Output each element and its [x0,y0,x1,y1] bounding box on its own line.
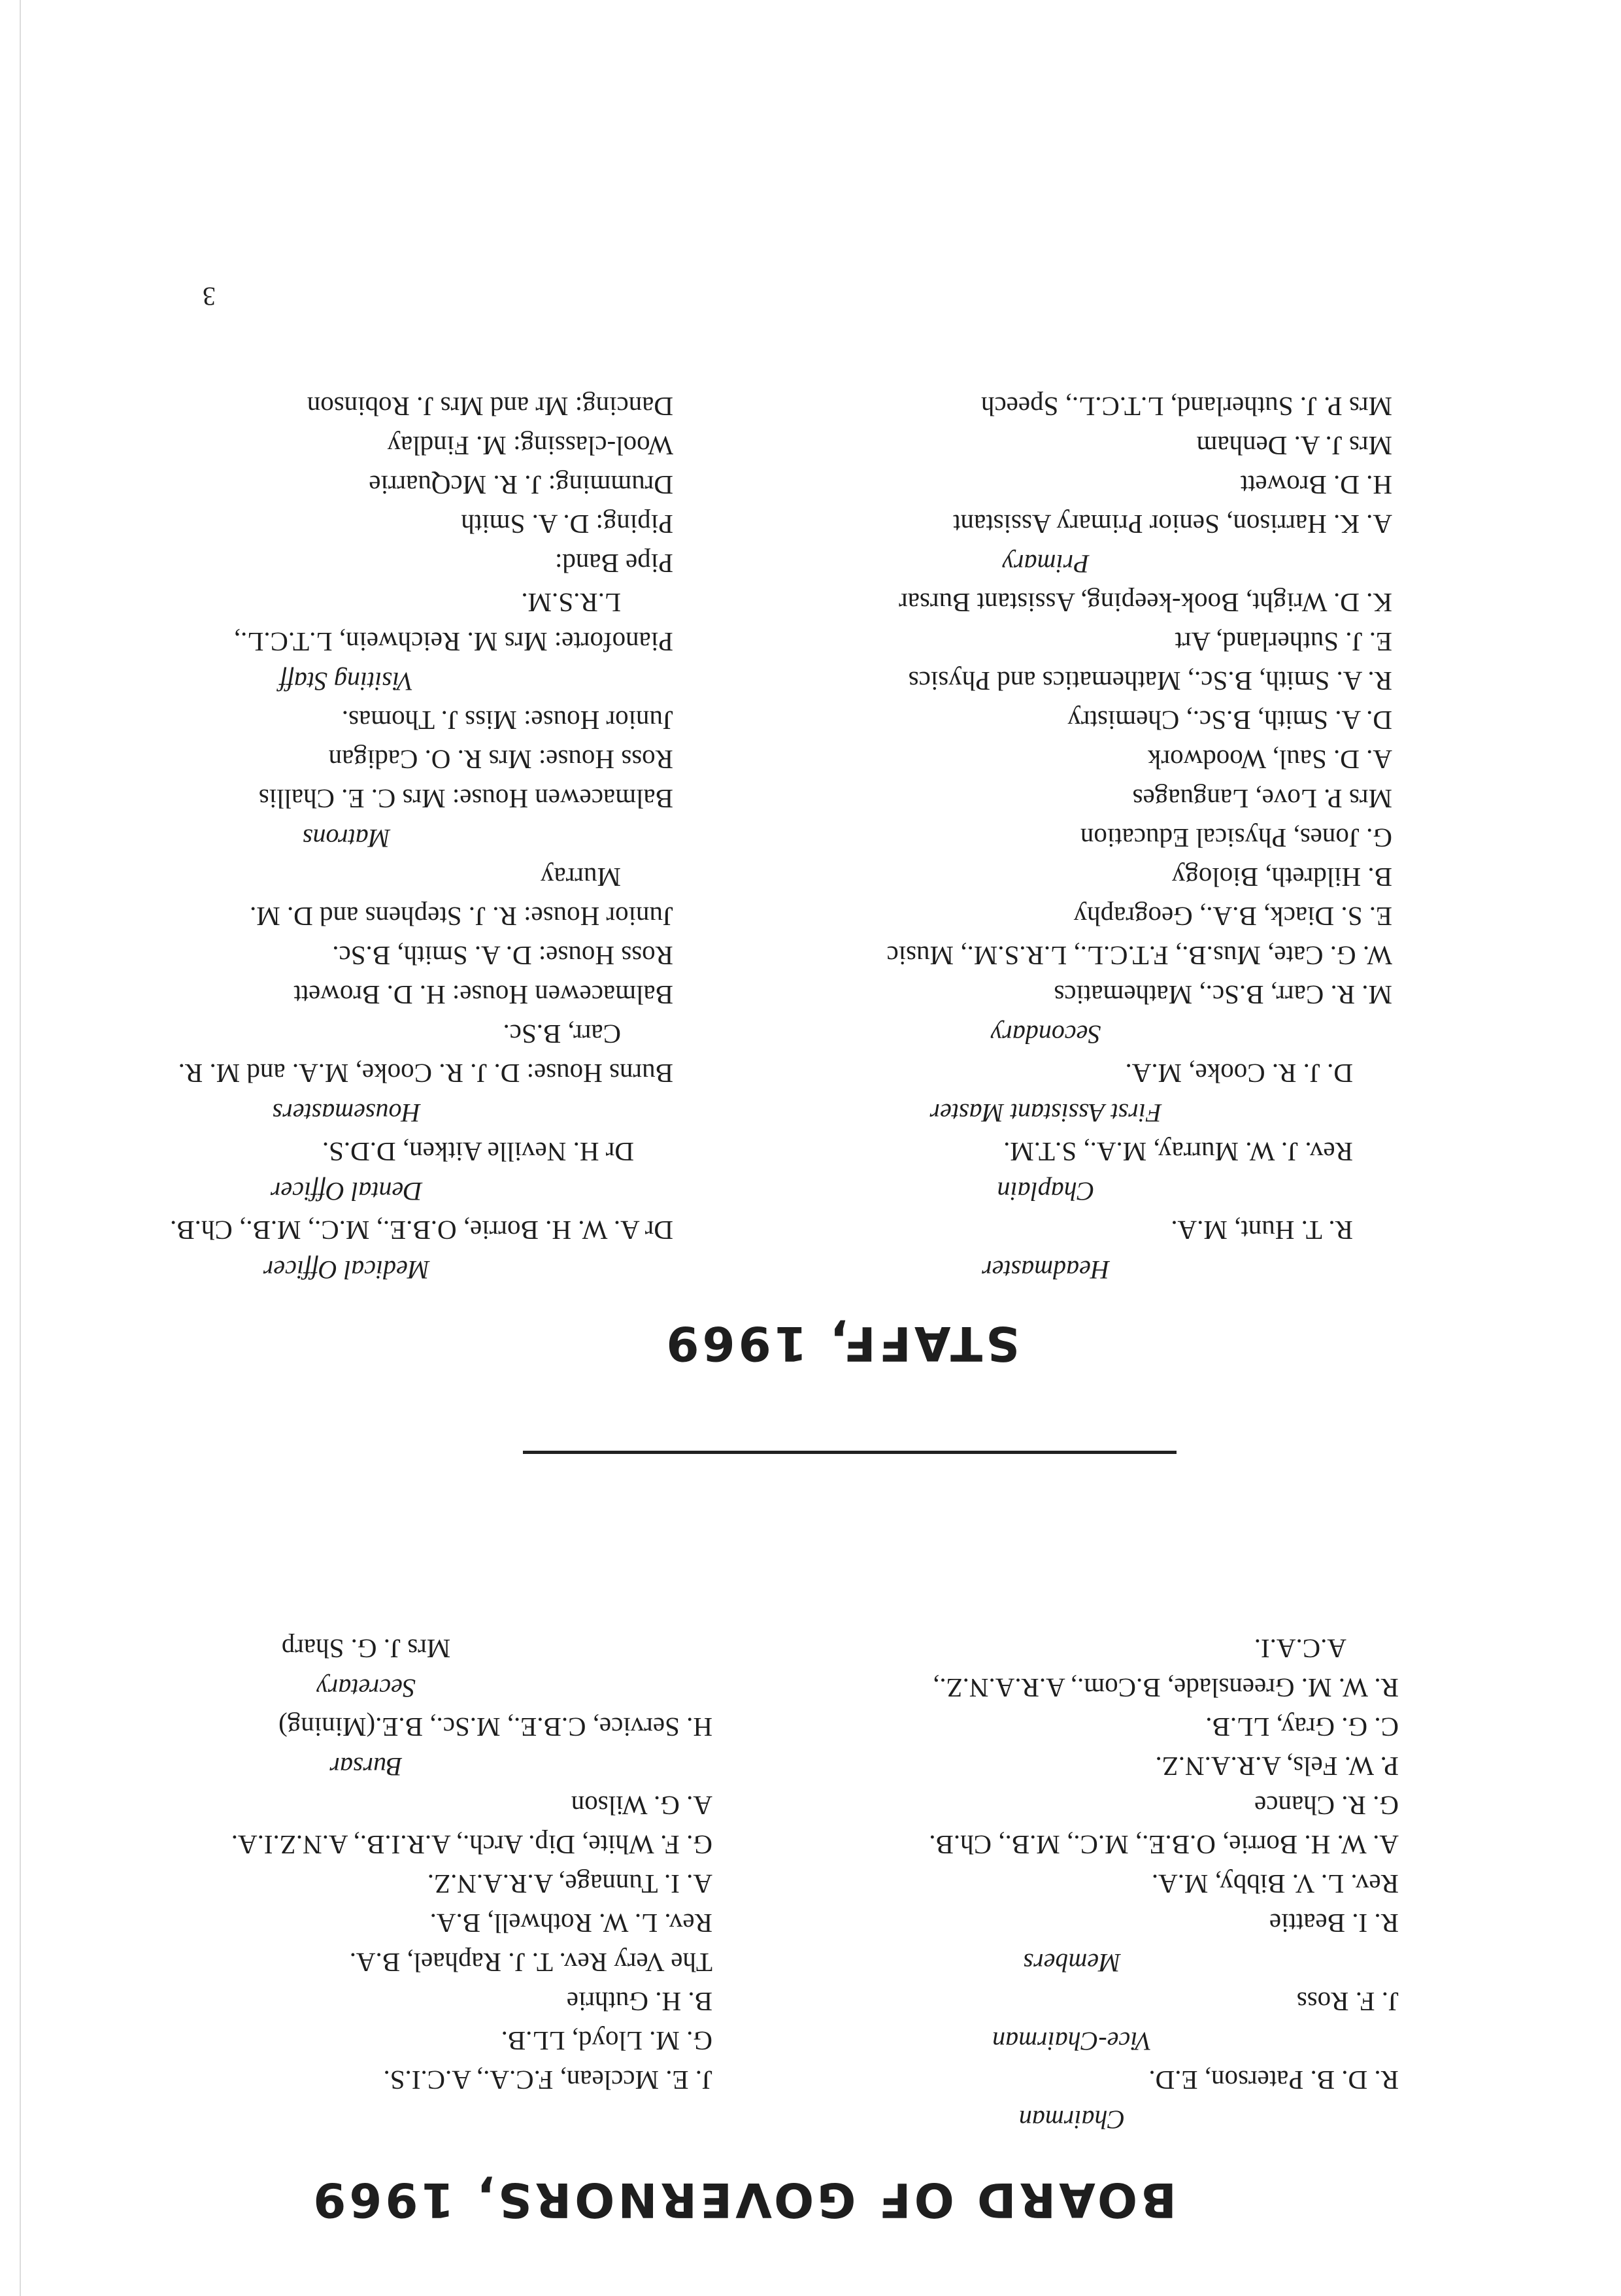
dental-officer-heading: Dental Officer [270,1177,423,1206]
secondary-staff-entry: D. A. Smith, B.Sc., Chemistry [1067,705,1392,735]
visiting-staff-entry-continued: L.R.S.M. [521,588,621,618]
secondary-staff-entry: M. R. Carr, B.Sc., Mathematics [1054,980,1392,1010]
members-heading: Members [1023,1948,1121,1978]
secondary-staff-entry: E. J. Sutherland, Art [1175,627,1392,657]
secondary-staff-entry: R. A. Smith, B.Sc., Mathematics and Physics [908,666,1392,696]
medical-officer-heading: Medical Officer [263,1255,430,1285]
member-entry: R. I. Beattie [1269,1908,1399,1938]
headmaster-name: R. T. Hunt, M.A. [1171,1215,1353,1245]
member-entry: Rev. L. W. Rothwell, B.A. [429,1908,712,1938]
chairman-heading: Chairman [1018,2105,1126,2135]
member-entry: P. W. Fels, A.R.A.N.Z. [1155,1751,1399,1781]
housemaster-entry: Burns House: D. J. R. Cooke, M.A. and M. R. [178,1058,673,1089]
visiting-staff-entry: Dancing: Mr and Mrs J. Robinson [307,392,673,422]
bursar-name: H. Service, C.B.E., M.Sc., B.E.(Mining) [278,1712,712,1742]
secretary-name: Mrs J. G. Sharp [281,1634,451,1664]
primary-staff-entry: Mrs P. J. Sutherland, L.T.C.L., Speech [981,392,1392,422]
member-entry: R. W. M. Greenslade, B.Com., A.R.A.N.Z., [933,1673,1399,1703]
member-entry: G. R. Chance [1254,1791,1399,1821]
secondary-staff-entry: B. Hildreth, Biology [1171,862,1392,892]
housemaster-entry: Junior House: R. J. Stephens and D. M. [249,902,673,932]
secondary-staff-entry: E. S. Diack, B.A., Geography [1073,902,1392,932]
primary-staff-entry: H. D. Browett [1240,470,1392,500]
visiting-staff-entry: Pianoforte: Mrs M. Reichwein, L.T.C.L., [233,627,673,657]
visiting-staff-entry: Pipe Band: [554,549,673,579]
visiting-staff-entry: Drumming: J. R. McQuarrie [369,470,673,500]
first-assistant-name: D. J. R. Cooke, M.A. [1125,1058,1353,1089]
first-assistant-heading: First Assistant Master [929,1098,1162,1128]
member-entry: Rev. L. V. Bibby, M.A. [1151,1869,1399,1899]
bursar-heading: Bursar [329,1752,403,1781]
secondary-staff-entry: G. Jones, Physical Education [1080,823,1392,853]
chaplain-heading: Chaplain [997,1177,1095,1206]
medical-officer-name: Dr A. W. H. Borrie, O.B.E., M.C., M.B., Ch.B. [170,1215,673,1245]
staff-left-column [699,387,1392,1289]
member-entry-continued: A.C.A.I. [1254,1634,1346,1664]
member-entry: A. W. H. Borrie, O.B.E., M.C., M.B., Ch.B. [929,1830,1399,1860]
matron-entry: Ross House: Mrs R. O. Cadigan [328,745,673,775]
matrons-heading: Matrons [302,824,391,853]
member-entry: C. G. Gray, LL.B. [1205,1712,1399,1742]
secondary-staff-entry: K. D. Wright, Book-keeping, Assistant Bursar [899,588,1392,618]
visiting-staff-entry: Piping: D. A. Smith [461,509,673,539]
member-entry: G. F. White, Dip. Arch., A.R.I.B., A.N.Z.I.A. [231,1830,712,1860]
staff-title: STAFF, 1969 [663,1316,1020,1371]
primary-staff-entry: Mrs J. A. Denham [1196,431,1392,461]
section-divider [523,1451,1177,1454]
primary-staff-entry: A. K. Harrison, Senior Primary Assistant [953,509,1392,539]
matron-entry: Junior House: Miss J. Thomas. [341,705,673,735]
dental-officer-name: Dr H. Neville Aitken, D.D.S. [322,1137,634,1167]
board-left-column [745,1629,1399,2139]
visiting-staff-heading: Visiting Staff [279,667,414,696]
housemaster-entry-continued: Carr, B.Sc. [503,1019,621,1049]
member-entry: A. I. Tunnage, A.R.A.N.Z. [427,1869,712,1899]
member-entry: A. G. Wilson [571,1791,712,1821]
matron-entry: Balmacewen House: Mrs C. E. Challis [258,784,673,814]
vice-chairman-name: J. F. Ross [1296,1987,1399,2017]
member-entry: The Very Rev. T. J. Raphael, B.A. [349,1948,712,1978]
secondary-staff-entry: Mrs P. Love, Languages [1132,784,1392,814]
visiting-staff-entry: Wool-classing: M. Findlay [387,431,673,461]
chaplain-name: Rev. J. W. Murray, M.A., S.T.M. [1003,1137,1353,1167]
housemasters-heading: Housemasters [272,1098,421,1128]
board-of-governors-title: BOARD OF GOVERNORS, 1969 [310,2172,1177,2227]
secondary-staff-entry: A. D. Saul, Woodwork [1147,745,1392,775]
member-entry: B. H. Guthrie [566,1987,712,2017]
member-entry: J. E. Mcclean, F.C.A., A.C.I.S. [383,2065,712,2095]
secretary-heading: Secretary [316,1674,416,1703]
housemaster-entry: Balmacewen House: H. D. Browett [293,980,673,1010]
page-number: 3 [203,282,216,311]
headmaster-heading: Headmaster [982,1255,1110,1285]
vice-chairman-heading: Vice-Chairman [992,2027,1152,2056]
member-entry: G. M. Lloyd, LL.B. [501,2026,712,2056]
chairman-name: R. D. B. Paterson, E.D. [1148,2065,1399,2095]
staff-right-column [20,387,673,1289]
secondary-staff-entry: W. G. Cate, Mus.B., F.T.C.L., L.R.S.M., Music [886,941,1392,971]
primary-heading: Primary [1002,549,1090,579]
housemaster-entry-continued: Murray [541,862,621,892]
secondary-heading: Secondary [990,1020,1101,1049]
housemaster-entry: Ross House: D. A. Smith, B.Sc. [332,941,673,971]
board-right-column [20,1629,712,2100]
